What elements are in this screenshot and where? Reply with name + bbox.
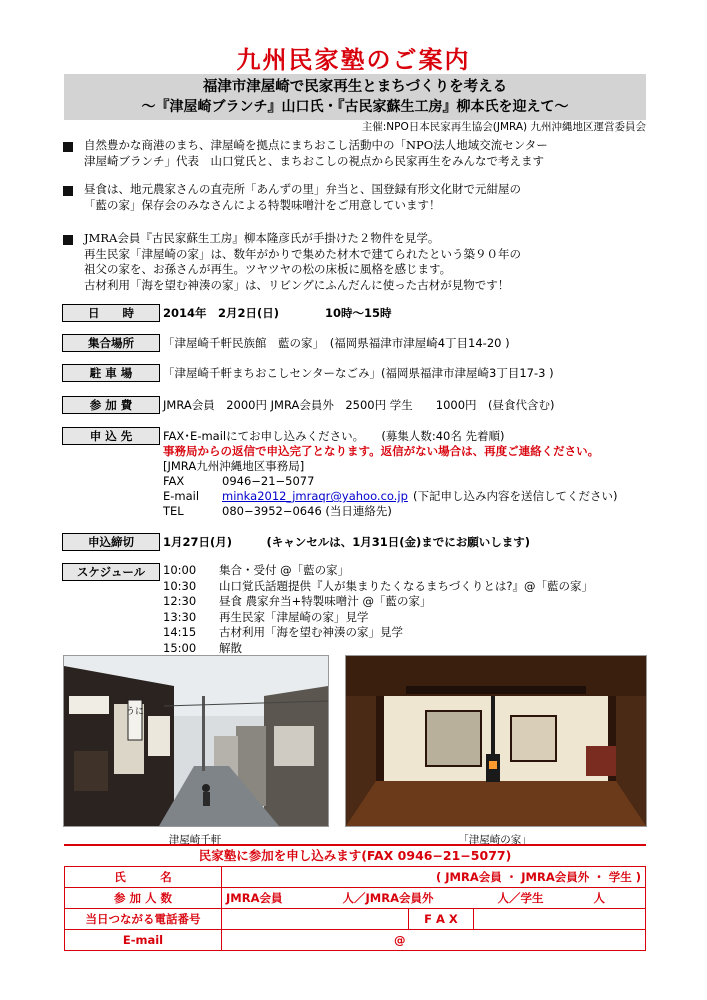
deadline-value: 1月27日(月) (キャンセルは、1月31日(金)までにお願いします): [163, 535, 531, 549]
street-scene-image: [64, 656, 328, 826]
tel-label: TEL: [163, 504, 184, 518]
parking-value: 「津屋崎千軒まちおこしセンターなごみ」(福岡県福津市津屋崎3丁目17-3 ): [163, 366, 554, 380]
count-field[interactable]: [222, 888, 646, 909]
count-member-label: JMRA会員: [226, 891, 283, 905]
form-fax-label: F A X: [409, 909, 474, 930]
email-label: E-mail: [163, 489, 200, 503]
interior-photo-caption: 「津屋崎の家」: [458, 834, 532, 846]
form-row-name: [65, 867, 646, 888]
intro-paragraph-3: JMRA会員『古民家蘇生工房』柳本隆彦氏が手掛けた２物件を見学。 再生民家「津屋崎の家」は、数年がかりで集めた材木で建てられたという築９０年の 祖父の家を、お孫さんが再生。ツヤツヤの松の床板に風格を感じます。 古材利用「海を望む神湊の家」は、リビングにふんだんに使った古材が見物です！: [84, 231, 521, 292]
label-deadline: 申込締切: [62, 533, 160, 551]
schedule-item: 13:30 再生民家「津屋崎の家」見学: [163, 609, 369, 624]
form-row-phone: [65, 909, 646, 930]
count-nonmember-label: 人／JMRA会員外: [342, 891, 434, 905]
email-field[interactable]: [222, 930, 646, 951]
street-photo-caption: 津屋崎千軒: [168, 834, 222, 846]
form-row-email: [65, 930, 646, 951]
label-schedule: スケジュール: [62, 563, 160, 581]
schedule-list: [163, 563, 593, 656]
fax-number: 0946−21−5077: [222, 474, 315, 488]
phone-label: 当日つながる電話番号: [65, 909, 222, 930]
label-date: 日 時: [62, 304, 160, 322]
schedule-item: 14:15 古材利用「海を望む神湊の家」見学: [163, 625, 403, 639]
fax-label: FAX: [163, 474, 185, 488]
phone-field[interactable]: [222, 909, 409, 930]
page-title: 九州民家塾のご案内: [236, 45, 471, 74]
schedule-item: 12:30 昼食 農家弁当+特製味噌汁 @「藍の家」: [163, 594, 432, 608]
label-meeting-place: 集合場所: [62, 334, 160, 352]
subtitle-line-1: 福津市津屋崎で民家再生とまちづくりを考える: [202, 78, 508, 95]
intro-paragraph-2: 昼食は、地元農家さんの直売所「あんずの里」弁当と、国登録有形文化財で元紺屋の 「藍の家」保存会のみなさんによる特製味噌汁をご用意しています！: [84, 182, 521, 212]
street-photo: [63, 655, 329, 827]
intro-paragraph-1: 自然豊かな商港のまち、津屋崎を拠点にまちおこし活動中の「NPO法人地域交流センター 津屋崎ブランチ」代表 山口覚氏と、まちおこしの視点から民家再生をみんなで考えます: [84, 138, 548, 168]
count-student-label: 人／学生: [497, 891, 544, 905]
fax-field[interactable]: [474, 909, 646, 930]
label-apply: 申 込 先: [62, 427, 160, 445]
schedule-item: 15:00 解散: [163, 640, 242, 655]
interior-photo: [345, 655, 647, 827]
bullet-square-icon: [63, 186, 73, 196]
name-label: 氏 名: [65, 867, 222, 888]
name-field[interactable]: [222, 867, 646, 888]
application-form: [64, 866, 646, 951]
organizer: 主催:NPO日本民家再生協会(JMRA) 九州沖縄地区運営委員会: [361, 121, 646, 133]
form-heading: 民家塾に参加を申し込みます(FAX 0946−21−5077): [198, 848, 512, 863]
meeting-place-value: 「津屋崎千軒民族館 藍の家」 (福岡県福津市津屋崎4丁目14-20 ): [163, 336, 510, 350]
label-parking: 駐 車 場: [62, 364, 160, 382]
count-student-unit: 人: [593, 891, 606, 905]
count-label: 参 加 人 数: [65, 888, 222, 909]
member-type-options: ( JMRA会員 ・ JMRA会員外 ・ 学生 ): [436, 870, 641, 884]
fee-value: JMRA会員 2000円 JMRA会員外 2500円 学生 1000円 (昼食代含む): [163, 398, 555, 412]
bullet-square-icon: [63, 235, 73, 245]
email-note: (下記申し込み内容を送信してください): [413, 489, 618, 503]
email-link[interactable]: minka2012_jmraqr@yahoo.co.jp: [222, 489, 408, 503]
at-sign: @: [394, 933, 406, 947]
interior-room-image: [346, 656, 646, 826]
office-name: [JMRA九州沖縄地区事務局]: [163, 459, 305, 473]
form-row-count: [65, 888, 646, 909]
date-value: 2014年 2月2日(日) 10時〜15時: [163, 306, 392, 320]
schedule-item: 10:00 集合・受付 @「藍の家」: [163, 563, 350, 577]
form-email-label: E-mail: [65, 930, 222, 951]
apply-instructions: FAX･E-mailにてお申し込みください。 (募集人数:40名 先着順): [163, 429, 505, 443]
shop-sign-text: うに: [125, 707, 145, 717]
subtitle-line-2: 〜『津屋崎ブランチ』山口氏・『古民家蘇生工房』柳本氏を迎えて〜: [141, 99, 569, 115]
bullet-square-icon: [63, 142, 73, 152]
apply-notice: 事務局からの返信で申込完了となります。返信がない場合は、再度ご連絡ください。: [163, 444, 600, 458]
label-fee: 参 加 費: [62, 396, 160, 414]
tel-number: 080−3952−0646 (当日連絡先): [222, 504, 392, 518]
schedule-item: 10:30 山口覚氏話題提供『人が集まりたくなるまちづくりとは?』@「藍の家」: [163, 578, 593, 593]
